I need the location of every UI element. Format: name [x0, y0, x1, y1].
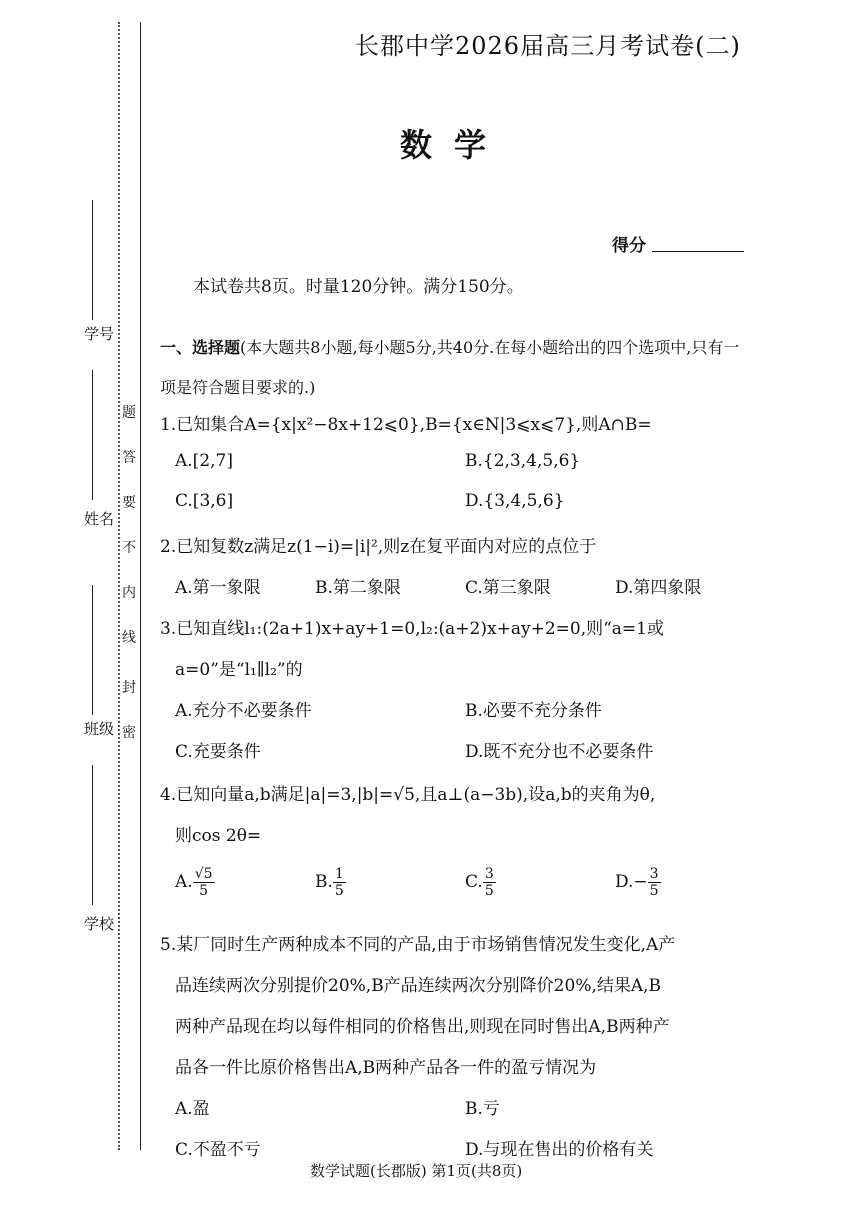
question-1-option-d: D.{3,4,5,6} — [465, 491, 565, 511]
question-4-option-a — [175, 866, 215, 899]
section-heading — [160, 328, 750, 408]
question-3-stem-line-1: 3.已知直线l₁:(2a+1)x+ay+1=0,l₂:(a+2)x+ay+2=0,则“a=1或 — [160, 619, 664, 639]
fraction-denominator: 5 — [199, 883, 209, 899]
margin-label-school: 学校 — [84, 915, 115, 933]
question-3-option-b: B.必要不充分条件 — [465, 701, 602, 721]
question-1-option-a: A.[2,7] — [175, 451, 233, 471]
option-prefix: A. — [175, 872, 193, 892]
subject-title: 数学 — [400, 126, 509, 164]
question-3-stem-line-2: a=0”是“l₁∥l₂”的 — [175, 660, 303, 680]
question-3-option-a: A.充分不必要条件 — [175, 701, 312, 721]
seal-char: 题 — [122, 405, 136, 421]
question-2-option-d: D.第四象限 — [615, 578, 702, 598]
question-1-option-b: B.{2,3,4,5,6} — [465, 451, 581, 471]
option-prefix: C. — [465, 872, 483, 892]
section-title: 一、选择题 — [160, 338, 241, 357]
seal-char: 线 — [122, 630, 136, 646]
fraction-numerator: √5 — [194, 866, 213, 882]
question-5-stem-line-4: 品各一件比原价格售出A,B两种产品各一件的盈亏情况为 — [175, 1058, 597, 1078]
exam-intro: 本试卷共8页。时量120分钟。满分150分。 — [193, 277, 524, 297]
margin-label-class: 班级 — [84, 720, 115, 738]
fraction — [648, 866, 661, 899]
question-4-option-d — [615, 866, 661, 899]
question-5-stem-line-1: 5.某厂同时生产两种成本不同的产品,由于市场销售情况发生变化,A产 — [160, 935, 676, 955]
name-underline — [92, 370, 93, 500]
page-footer: 数学试题(长郡版) 第1页(共8页) — [310, 1162, 523, 1180]
question-5-stem-line-2: 品连续两次分别提价20%,B产品连续两次分别降价20%,结果A,B — [175, 976, 662, 996]
question-3-option-c: C.充要条件 — [175, 742, 261, 762]
question-2-stem: 2.已知复数z满足z(1−i)=|i|²,则z在复平面内对应的点位于 — [160, 537, 597, 557]
question-2-option-c: C.第三象限 — [465, 578, 551, 598]
question-4-stem-line-1: 4.已知向量a,b满足|a|=3,|b|=√5,且a⊥(a−3b),设a,b的夹角为θ, — [160, 785, 656, 805]
fraction-denominator: 5 — [334, 883, 344, 899]
question-2-option-a: A.第一象限 — [175, 578, 261, 598]
question-2-option-b: B.第二象限 — [315, 578, 401, 598]
fraction-denominator: 5 — [484, 883, 494, 899]
class-underline — [92, 585, 93, 715]
seal-char: 答 — [122, 450, 136, 466]
option-prefix: D.− — [615, 872, 648, 892]
fraction-denominator: 5 — [649, 883, 659, 899]
binding-solid-line — [140, 22, 141, 1150]
margin-label-student-id: 学号 — [84, 325, 115, 343]
seal-char: 内 — [122, 585, 136, 601]
fraction-numerator: 3 — [649, 866, 659, 882]
question-5-option-b: B.亏 — [465, 1099, 500, 1119]
score-blank — [652, 251, 744, 252]
fraction-numerator: 1 — [334, 866, 344, 882]
question-5-option-d: D.与现在售出的价格有关 — [465, 1140, 654, 1160]
seal-char: 要 — [122, 495, 136, 511]
binding-dotted-line — [118, 22, 120, 1150]
seal-char: 不 — [122, 540, 136, 556]
question-4-stem-line-2: 则cos 2θ= — [175, 826, 262, 846]
fraction-numerator: 3 — [484, 866, 494, 882]
question-3-option-d: D.既不充分也不必要条件 — [465, 742, 654, 762]
score-label: 得分 — [612, 236, 646, 256]
margin-label-name: 姓名 — [84, 510, 115, 528]
question-4-option-c — [465, 866, 496, 899]
seal-char: 封 — [122, 680, 136, 696]
fraction — [483, 866, 496, 899]
section-description: (本大题共8小题,每小题5分,共40分.在每小题给出的四个选项中,只有一项是符合题目要求的.) — [160, 338, 740, 397]
fraction — [193, 866, 215, 899]
option-prefix: B. — [315, 872, 333, 892]
question-1-stem: 1.已知集合A={x|x²−8x+12⩽0},B={x∈N|3⩽x⩽7},则A∩B= — [160, 415, 652, 435]
question-5-stem-line-3: 两种产品现在均以每件相同的价格售出,则现在同时售出A,B两种产 — [175, 1017, 670, 1037]
exam-title: 长郡中学2026届高三月考试卷(二) — [355, 32, 741, 60]
question-4-option-b — [315, 866, 346, 899]
seal-char: 密 — [122, 725, 136, 741]
question-5-option-a: A.盈 — [175, 1099, 210, 1119]
school-underline — [92, 765, 93, 905]
student-id-underline — [92, 200, 93, 320]
fraction — [333, 866, 346, 899]
question-5-option-c: C.不盈不亏 — [175, 1140, 261, 1160]
question-1-option-c: C.[3,6] — [175, 491, 234, 511]
